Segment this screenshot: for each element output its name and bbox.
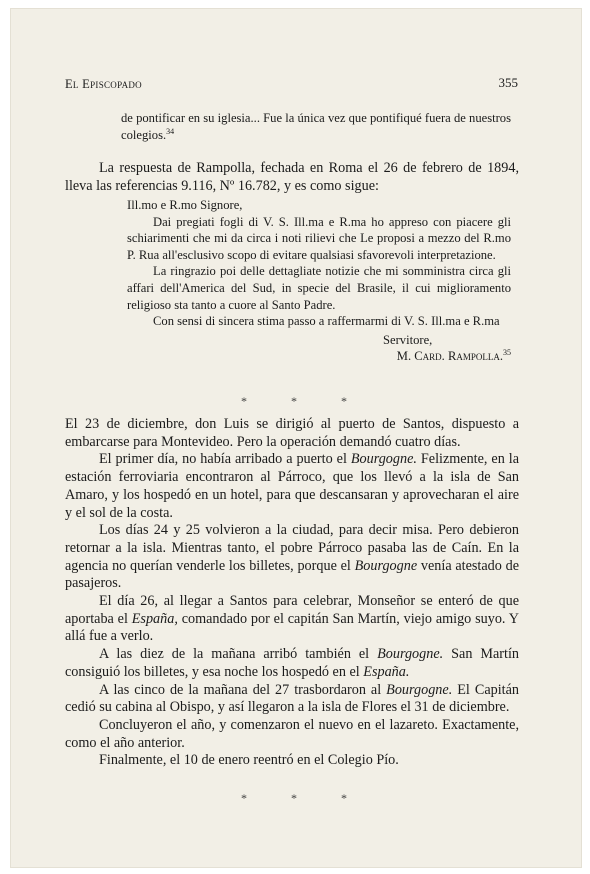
italic-text: España, [131, 610, 178, 627]
italic-text: Bourgogne. [350, 451, 417, 468]
paragraph-text: San Martín consiguió los billetes, y esa noche los hospedó en el [65, 646, 519, 680]
paragraph-text: El Capitán cedió su cabina al Obispo, y así llegaron a la isla de Flores el 31 de diciembre. [65, 681, 519, 716]
body-paragraph [65, 451, 519, 522]
quote-continuation [121, 110, 511, 143]
footnote-ref: 34 [166, 126, 175, 136]
quote-continuation-text: de pontificar en su iglesia... Fue la única vez que pontifiqué fuera de nuestros colegios. [121, 111, 511, 142]
letter-signer [127, 348, 511, 365]
page-header [65, 75, 518, 93]
body-paragraph [65, 646, 519, 681]
paragraph-text: Los días 24 y 25 volvieron a la ciudad, para decir misa. Pero debieron retornar a la isla. Mientras tanto, el pobre Párroco pasaba las de Caín. En la agencia no querían venderle los billetes, porque el [65, 522, 519, 574]
paragraph-text: El 23 de diciembre, don Luis se dirigió al puerto de Santos, dispuesto a embarcarse para Montevideo. Pero la operación demandó cuatro días. [65, 416, 519, 450]
body-paragraph [65, 416, 519, 451]
paragraph-text: comandado por el capitán San Martín, viejo amigo suyo. Y allá fue a verlo. [65, 610, 520, 645]
body-paragraph [65, 752, 519, 770]
body-paragraph [65, 682, 519, 717]
paragraph-text: Finalmente, el 10 de enero reentró en el Colegio Pío. [99, 752, 399, 769]
quoted-letter [127, 197, 511, 365]
paragraph-text: A las cinco de la mañana del 27 trasbordaron al [99, 681, 387, 698]
letter-closing: Servitore, [383, 332, 433, 347]
separator-star: * [341, 791, 347, 805]
paragraph-text: venía atestado de pasajeros. [65, 557, 519, 592]
intro-text: La respuesta de Rampolla, fechada en Roma el 26 de febrero de 1894, lleva las referencias 9.116, Nº 16.782, y es como sigue: [65, 160, 519, 194]
letter-paragraph: La ringrazio poi delle dettagliate notizie che mi somministra circa gli affari dell'America del Sud, in specie del Brasile, il cui miglioramento religioso sta tanto a cuore al Santo Padre. [127, 264, 511, 312]
letter-paragraph: Con sensi di sincera stima passo a raffermarmi di V. S. Ill.ma e R.ma [153, 314, 500, 329]
paragraph-text: Concluyeron el año, y comenzaron el nuevo en el lazareto. Exactamente, como el año anterior. [65, 716, 519, 751]
paragraph-text: El día 26, al llegar a Santos para celebrar, Monseñor se enteró de que aportaba el [65, 593, 519, 627]
paragraph-text: El primer día, no había arribado a puerto el [99, 451, 351, 468]
footnote-ref: 35 [503, 348, 511, 358]
running-head: El Episcopado [65, 77, 142, 91]
book-page [11, 9, 581, 867]
section-separator [219, 394, 369, 409]
letter-salutation: Ill.mo e R.mo Signore, [127, 198, 243, 212]
narrative-body [65, 416, 519, 770]
intro-paragraph [65, 159, 519, 195]
body-paragraph [65, 522, 519, 593]
paragraph-text: A las diez de la mañana arribó también el [99, 646, 378, 663]
separator-star: * [291, 791, 297, 805]
letter-paragraph: Dai pregiati fogli di V. S. Ill.ma e R.ma ho appreso con piacere gli schiarimenti che mi da circa i noti rilievi che Le proposi a mezzo del R.mo P. Rua all'esclusivo scopo di evitare qualsiasi sfavorevoli interpretazione. [127, 214, 511, 262]
body-paragraph [65, 717, 519, 752]
separator-star: * [241, 791, 247, 805]
italic-text: Bourgogne [354, 557, 418, 574]
page-number: 355 [498, 75, 518, 90]
separator-star: * [291, 394, 297, 408]
separator-star: * [341, 394, 347, 408]
italic-text: Bourgogne. [377, 646, 444, 663]
italic-text: Bourgogne. [386, 681, 453, 698]
italic-text: España. [363, 663, 410, 680]
section-separator [219, 791, 369, 806]
paragraph-text: Felizmente, en la estación ferroviaria encontraron al Párroco, que los llevó a la isla de San Amaro, y los hospedó en un hotel, para que descansaran y aprovecharan el aire y el sol de la costa. [65, 451, 519, 521]
separator-star: * [241, 394, 247, 408]
body-paragraph [65, 593, 519, 646]
signer-name: M. Card. Rampolla. [396, 349, 503, 364]
